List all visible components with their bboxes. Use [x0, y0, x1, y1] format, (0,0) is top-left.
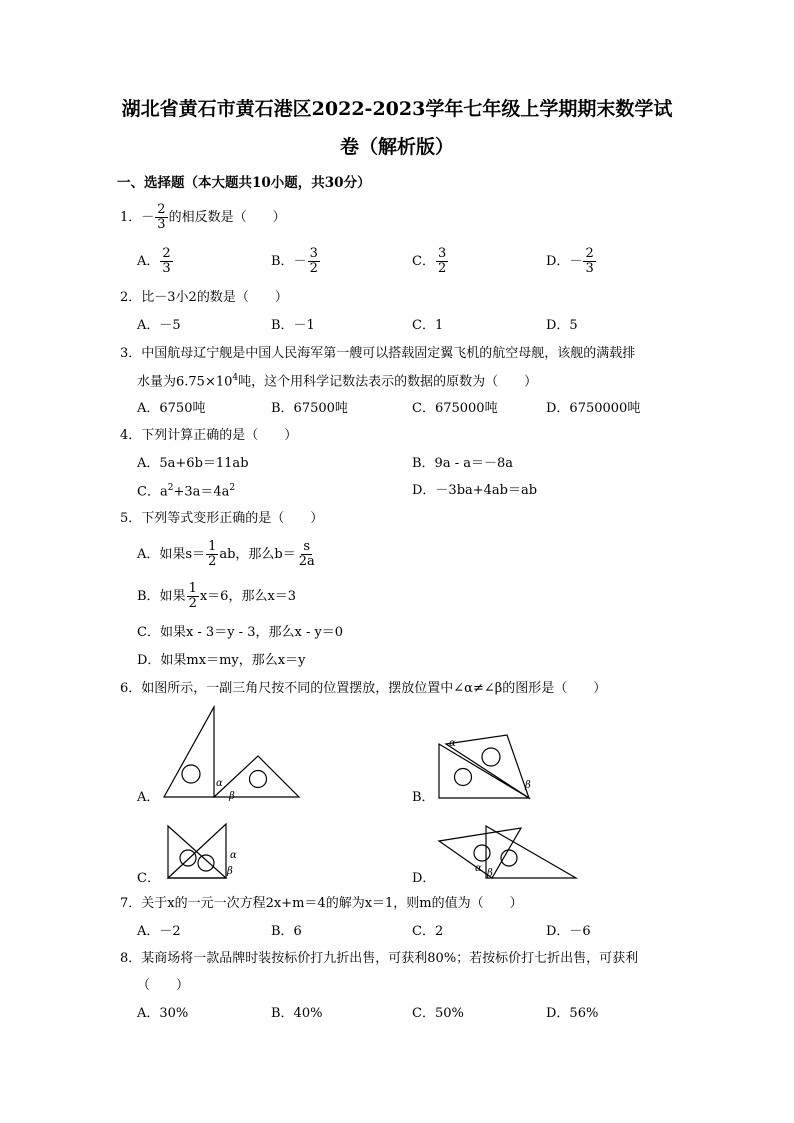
numerator: 1 — [208, 539, 217, 554]
question-1 — [120, 203, 286, 231]
option-b[interactable]: B． — [412, 790, 435, 805]
fraction — [583, 247, 595, 275]
denominator: 2a — [298, 553, 315, 569]
option-d[interactable]: D．6750000吨 — [546, 401, 641, 416]
option-label: A． — [137, 253, 160, 269]
text: A．如果s＝ — [137, 546, 206, 562]
question-8-line1: 8．某商场将一款品牌时装按标价打九折出售，可获利80%；若按标价打七折出售，可获利 — [120, 951, 639, 966]
option-a[interactable]: A．－2 — [137, 924, 181, 939]
figure-d-triangles — [425, 818, 585, 883]
option-a[interactable]: A．6750吨 — [137, 401, 206, 416]
sign: － — [141, 209, 155, 225]
question-6: 6．如图所示，一副三角尺按不同的位置摆放，摆放位置中∠α≠∠β的图形是（ ） — [120, 681, 607, 696]
option-c[interactable]: C．1 — [412, 318, 444, 333]
denominator: 3 — [162, 260, 171, 276]
option-d[interactable]: D．如果mx＝my，那么x＝y — [137, 653, 306, 668]
option-c[interactable]: C．675000吨 — [412, 401, 498, 416]
alpha-label: α — [475, 863, 482, 874]
option-d[interactable]: D．5 — [546, 318, 578, 333]
option-d[interactable]: D．－3ba+4ab＝ab — [412, 483, 538, 498]
section-heading: 一、选择题（本大题共10小题，共30分） — [117, 175, 371, 191]
option-b[interactable]: B．67500吨 — [271, 401, 348, 416]
text: 吨，这个用科学记数法表示的数据的原数为（ ） — [238, 374, 538, 390]
option-a[interactable] — [137, 540, 318, 568]
option-d[interactable]: D．56% — [546, 1006, 599, 1021]
text: x＝6，那么x＝3 — [199, 588, 297, 604]
option-b[interactable] — [271, 247, 321, 275]
option-a[interactable] — [137, 247, 174, 275]
question-2: 2．比－3小2的数是（ ） — [120, 290, 288, 305]
exponent: 2 — [229, 483, 236, 493]
fraction — [297, 540, 317, 568]
numerator: 2 — [157, 202, 166, 217]
denominator: 2 — [208, 553, 217, 569]
exponent: 4 — [232, 373, 239, 383]
option-c[interactable]: C． — [137, 871, 160, 886]
question-4: 4．下列计算正确的是（ ） — [120, 428, 298, 443]
fraction — [187, 582, 199, 610]
alpha-label: α — [449, 738, 456, 749]
option-c[interactable]: C．如果x - 3＝y - 3，那么x - y＝0 — [137, 625, 344, 640]
option-c[interactable] — [412, 247, 449, 275]
option-c[interactable]: C．50% — [412, 1006, 464, 1021]
fraction — [160, 247, 172, 275]
denominator: 3 — [157, 216, 166, 232]
option-a[interactable]: A． — [137, 790, 160, 805]
figure-b-triangles — [425, 730, 555, 805]
alpha-label: α — [216, 778, 223, 789]
option-a[interactable]: A．－5 — [137, 318, 181, 333]
option-a[interactable]: A．5a+6b＝11ab — [137, 456, 249, 471]
page-title-line1: 湖北省黄石市黄石港区2022-2023学年七年级上学期期末数学试 — [121, 98, 673, 120]
denominator: 2 — [188, 595, 197, 611]
numerator: 2 — [162, 246, 171, 261]
beta-label: β — [229, 791, 235, 802]
text: 水量为6.75×10 — [137, 374, 233, 390]
question-text: 的相反数是（ ） — [168, 209, 286, 225]
numerator: s — [303, 539, 311, 554]
denominator: 2 — [309, 260, 318, 276]
option-b[interactable]: B．9a - a＝－8a — [412, 456, 514, 471]
option-b[interactable]: B．6 — [271, 924, 302, 939]
figure-c-triangles — [155, 818, 270, 883]
beta-label: β — [487, 868, 493, 879]
numerator: 1 — [188, 581, 197, 596]
text: +3a＝4a — [173, 484, 230, 500]
figure-a-triangles — [150, 700, 310, 805]
fraction — [155, 203, 167, 231]
beta-label: β — [525, 780, 531, 791]
numerator: 3 — [309, 246, 318, 261]
option-label: D． — [546, 253, 570, 269]
question-3-line1: 3．中国航母辽宁舰是中国人民海军第一艘可以搭载固定翼飞机的航空母舰，该舰的满载排 — [120, 346, 636, 361]
numerator: 2 — [585, 246, 594, 261]
question-7: 7．关于x的一元一次方程2x+m＝4的解为x＝1，则m的值为（ ） — [120, 896, 523, 911]
sign: － — [293, 253, 307, 269]
page-title-line2: 卷（解析版） — [339, 136, 454, 158]
option-a[interactable]: A．30% — [137, 1006, 189, 1021]
option-d[interactable] — [546, 247, 597, 275]
question-number: 1． — [120, 209, 142, 225]
option-label: B． — [271, 253, 294, 269]
denominator: 2 — [437, 260, 447, 276]
exponent: 2 — [167, 483, 174, 493]
denominator: 3 — [585, 260, 594, 276]
text: ab，那么b＝ — [219, 546, 296, 562]
option-label: C． — [412, 253, 435, 269]
numerator: 3 — [437, 246, 447, 261]
fraction — [308, 247, 320, 275]
question-3-line2 — [137, 374, 537, 388]
text: B．如果 — [137, 588, 186, 604]
option-d[interactable]: D．－6 — [546, 924, 591, 939]
option-d[interactable]: D． — [412, 871, 436, 886]
fraction — [206, 540, 218, 568]
sign: － — [569, 253, 583, 269]
option-c[interactable] — [137, 484, 235, 498]
option-b[interactable] — [137, 582, 296, 610]
alpha-label: α — [230, 850, 237, 861]
beta-label: β — [227, 866, 233, 877]
fraction — [436, 247, 448, 275]
option-b[interactable]: B．40% — [271, 1006, 323, 1021]
question-8-line2: （ ） — [137, 978, 190, 993]
question-5: 5．下列等式变形正确的是（ ） — [120, 511, 324, 526]
option-c[interactable]: C．2 — [412, 924, 444, 939]
option-b[interactable]: B．－1 — [271, 318, 315, 333]
text: C．a — [137, 484, 168, 500]
